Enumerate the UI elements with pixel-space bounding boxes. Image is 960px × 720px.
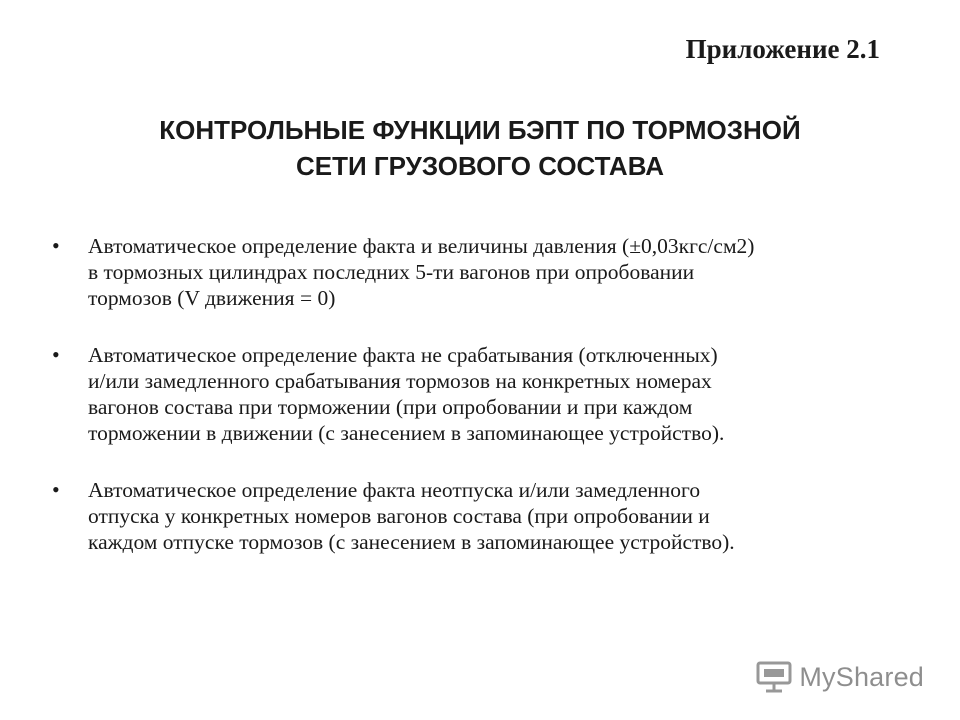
bullet-item-2	[52, 342, 932, 446]
bullet-line: и/или замедленного срабатывания тормозов на конкретных номерах	[88, 369, 712, 393]
bullet-line: вагонов состава при торможении (при опробовании и при каждом	[88, 395, 693, 419]
watermark-text: MyShared	[799, 661, 924, 692]
bullet-item-3	[52, 477, 932, 555]
bullet-line: Автоматическое определение факта неотпуска и/или замедленного	[88, 478, 701, 502]
page-title	[60, 112, 900, 184]
appendix-label: Приложение 2.1	[685, 34, 880, 64]
bullet-dot: •	[52, 477, 60, 502]
bullet-text	[88, 477, 735, 555]
bullet-line: Автоматическое определение факта и величины давления (±0,03кгс/см2)	[88, 234, 755, 258]
bullet-item-1	[52, 233, 932, 311]
bullet-dot: •	[52, 233, 60, 258]
watermark[interactable]	[755, 660, 924, 694]
bullet-line: тормозов (V движения = 0)	[88, 286, 336, 310]
bullet-line: торможении в движении (с занесением в запоминающее устройство).	[88, 421, 725, 445]
page-title-line-2: СЕТИ ГРУЗОВОГО СОСТАВА	[296, 151, 664, 181]
bullet-dot: •	[52, 342, 60, 367]
presentation-board-icon	[755, 660, 793, 694]
bullet-line: отпуска у конкретных номеров вагонов состава (при опробовании и	[88, 504, 710, 528]
bullet-text	[88, 342, 724, 446]
bullet-text	[88, 233, 754, 311]
bullet-line: Автоматическое определение факта не срабатывания (отключенных)	[88, 343, 718, 367]
page-title-line-1: КОНТРОЛЬНЫЕ ФУНКЦИИ БЭПТ ПО ТОРМОЗНОЙ	[159, 115, 801, 145]
bullet-line: в тормозных цилиндрах последних 5-ти вагонов при опробовании	[88, 260, 695, 284]
bullet-list	[52, 233, 932, 586]
bullet-line: каждом отпуске тормозов (с занесением в запоминающее устройство).	[88, 530, 735, 554]
